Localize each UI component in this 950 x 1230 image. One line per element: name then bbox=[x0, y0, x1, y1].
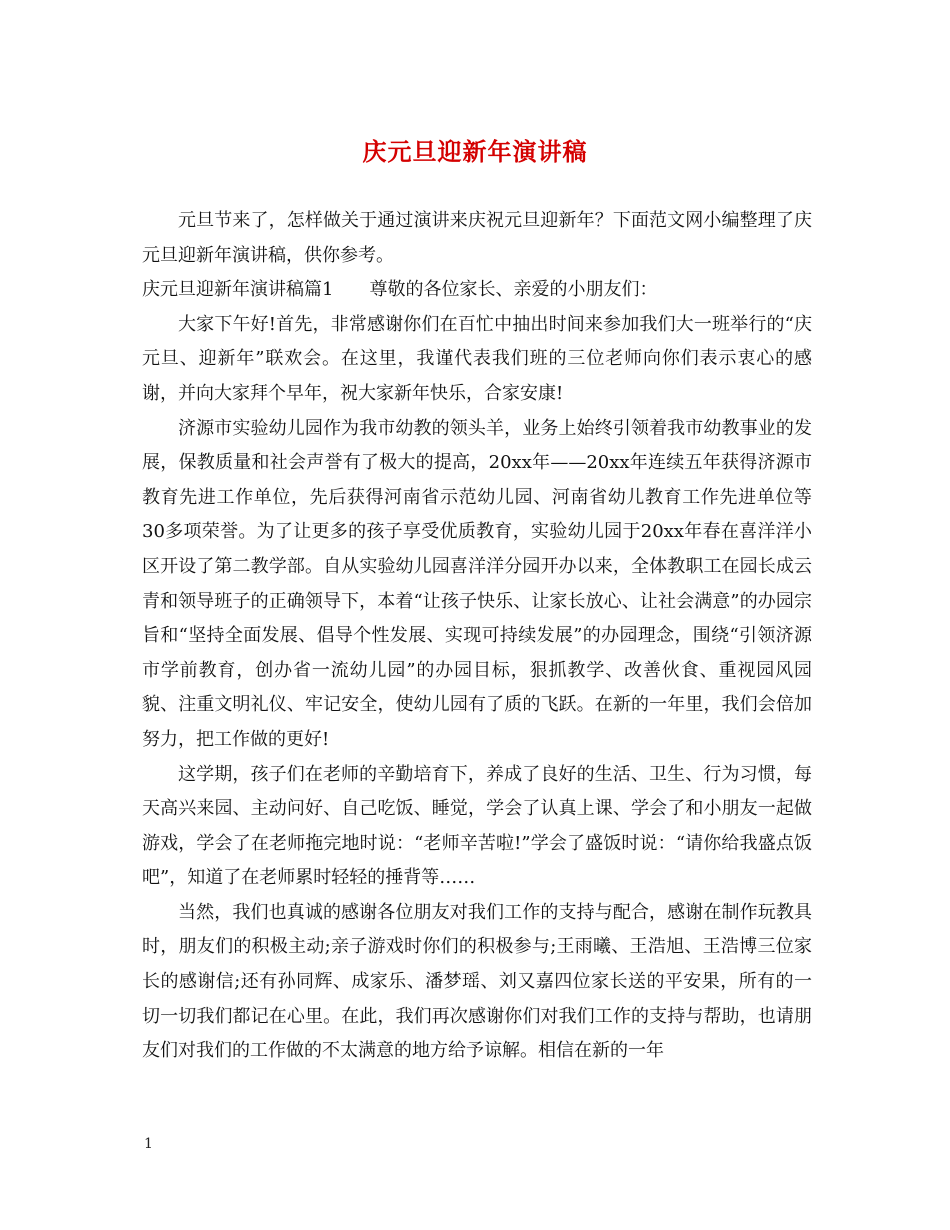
document-body bbox=[142, 204, 812, 1069]
intro-paragraph: 元旦节来了，怎样做关于通过演讲来庆祝元旦迎新年？下面范文网小编整理了庆元旦迎新年演讲稿，供你参考。 bbox=[142, 210, 812, 266]
body-paragraph: 济源市实验幼儿园作为我市幼教的领头羊，业务上始终引领着我市幼教事业的发展，保教质量和社会声誉有了极大的提高，20xx年——20xx年连续五年获得济源市教育先进工作单位，先后获得河南省示范幼儿园、河南省幼儿教育工作先进单位等30多项荣誉。为了让更多的孩子享受优质教育，实验幼儿园于20xx年春在喜洋洋小区开设了第二教学部。自从实验幼儿园喜洋洋分园开办以来，全体教职工在园长成云青和领导班子的正确领导下，本着“让孩子快乐、让家长放心、让社会满意”的办园宗旨和“坚持全面发展、倡导个性发展、实现可持续发展”的办园理念，围绕“引领济源市学前教育，创办省一流幼儿园”的办园目标，狠抓教学、改善伙食、重视园风园貌、注重文明礼仪、牢记安全，使幼儿园有了质的飞跃。在新的一年里，我们会倍加努力，把工作做的更好! bbox=[142, 417, 812, 750]
body-paragraph: 这学期，孩子们在老师的辛勤培育下，养成了良好的生活、卫生、行为习惯，每天高兴来园、主动问好、自己吃饭、睡觉，学会了认真上课、学会了和小朋友一起做游戏，学会了在老师拖完地时说：“老师辛苦啦!”学会了盛饭时说：“请你给我盛点饭吧”，知道了在老师累时轻轻的捶背等…… bbox=[142, 763, 812, 889]
page-number: 1 bbox=[144, 1136, 153, 1152]
body-paragraph: 当然，我们也真诚的感谢各位朋友对我们工作的支持与配合，感谢在制作玩教具时，朋友们的积极主动;亲子游戏时你们的积极参与;王雨曦、王浩旭、王浩博三位家长的感谢信;还有孙同辉、成家乐、潘梦瑶、刘又嘉四位家长送的平安果，所有的一切一切我们都记在心里。在此，我们再次感谢你们对我们工作的支持与帮助，也请朋友们对我们的工作做的不太满意的地方给予谅解。相信在新的一年 bbox=[142, 901, 812, 1062]
section-heading-row bbox=[142, 273, 812, 308]
greeting: 尊敬的各位家长、亲爱的小朋友们： bbox=[369, 279, 658, 301]
section-heading: 庆元旦迎新年演讲稿篇1 bbox=[142, 279, 334, 301]
body-paragraph: 大家下午好!首先，非常感谢你们在百忙中抽出时间来参加我们大一班举行的“庆元旦、迎新年”联欢会。在这里，我谨代表我们班的三位老师向你们表示衷心的感谢，并向大家拜个早年，祝大家新年快乐，合家安康! bbox=[142, 313, 812, 404]
document-title: 庆元旦迎新年演讲稿 bbox=[362, 137, 588, 166]
